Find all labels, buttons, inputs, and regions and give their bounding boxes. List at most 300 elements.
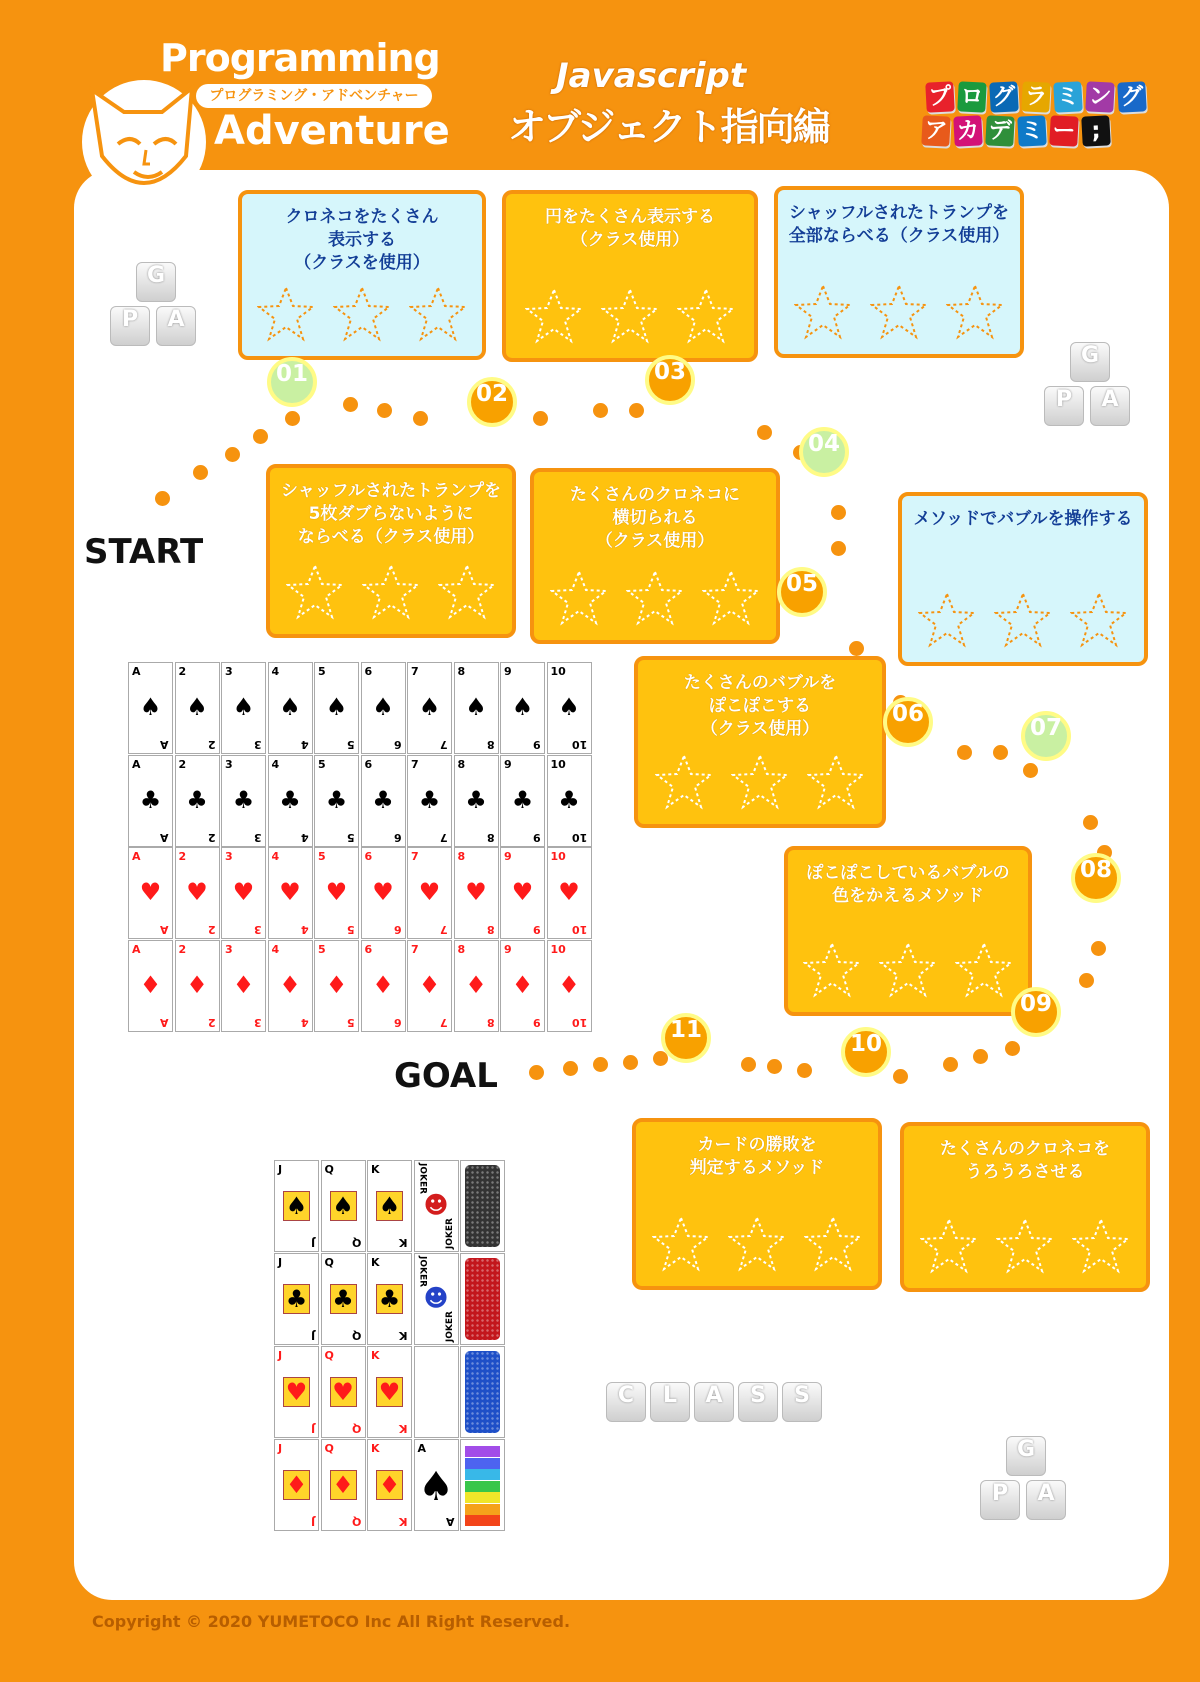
star-icon[interactable]	[870, 284, 928, 340]
card-rank: A	[132, 942, 141, 956]
step-node-01[interactable]: 01	[267, 357, 317, 407]
card-suit: ♠	[372, 693, 394, 721]
card-suit: ♠	[376, 1191, 403, 1221]
step-node-11[interactable]: 11	[661, 1013, 711, 1063]
card-rank: Q	[324, 1163, 334, 1176]
card-rank: J	[310, 1236, 315, 1249]
card-back	[460, 1346, 505, 1438]
playing-card	[268, 662, 313, 754]
card-rank: 3	[225, 850, 233, 863]
path-dot	[757, 425, 772, 440]
card-rank: 3	[254, 830, 262, 844]
card-suit: ♣	[372, 785, 394, 814]
star-icon[interactable]	[702, 570, 760, 626]
playing-card	[500, 755, 545, 847]
star-icon[interactable]	[1070, 592, 1128, 648]
card-rank: 2	[178, 942, 187, 956]
card-suit: ♦	[139, 970, 162, 999]
card-suit: ♠	[279, 693, 301, 721]
path-dot	[377, 403, 392, 418]
key-cap: P	[980, 1480, 1020, 1520]
playing-card	[361, 847, 406, 939]
card-suit: ♠	[558, 693, 580, 721]
playing-card	[454, 755, 499, 847]
card-rank: 9	[504, 942, 512, 956]
playing-card	[314, 755, 359, 847]
brand-subtitle: プログラミング・アドベンチャー	[196, 84, 432, 108]
step-node-08[interactable]: 08	[1071, 853, 1121, 903]
card-rank: 5	[347, 830, 355, 844]
card-suit: ♦	[325, 970, 348, 999]
star-rating[interactable]	[638, 754, 882, 814]
card-rank: 7	[440, 738, 448, 751]
star-rating[interactable]	[904, 1218, 1146, 1278]
card-suit: ♦	[186, 970, 208, 999]
card-rank: 2	[207, 1015, 216, 1029]
card-suit: ♦	[511, 970, 534, 999]
jester-icon: ☻	[423, 1284, 449, 1312]
card-rank: 9	[533, 830, 541, 844]
card-rank: Q	[324, 1256, 334, 1269]
court-card	[321, 1160, 366, 1252]
key-cap: S	[782, 1382, 822, 1422]
playing-card	[314, 940, 359, 1032]
playing-card	[314, 847, 359, 939]
card-rank: 8	[486, 830, 495, 844]
card-rank: 5	[347, 1015, 355, 1029]
card-suit: ♦	[330, 1470, 357, 1500]
key-cap: P	[110, 306, 150, 346]
card-suit: ♣	[558, 785, 580, 814]
star-rating[interactable]	[636, 1216, 878, 1276]
star-icon[interactable]	[677, 288, 735, 344]
joker-label: JOKER	[444, 1310, 455, 1342]
academy-tile: グ	[989, 81, 1019, 112]
card-rank: J	[310, 1422, 315, 1435]
card-rank: 7	[411, 665, 419, 678]
card-rank: K	[399, 1236, 408, 1249]
key-cap: A	[1026, 1480, 1066, 1520]
step-bubble-09[interactable]	[900, 1122, 1150, 1292]
card-back	[460, 1160, 505, 1252]
card-suit: ♥	[330, 1377, 357, 1407]
path-dot	[225, 447, 240, 462]
card-rank: A	[132, 757, 141, 771]
star-rating[interactable]	[902, 592, 1144, 652]
card-rank: 5	[347, 923, 355, 936]
card-rank: 7	[411, 942, 419, 956]
card-rank: J	[310, 1329, 315, 1342]
playing-card	[221, 847, 266, 939]
joker-card	[414, 1253, 459, 1345]
star-icon[interactable]	[794, 284, 852, 340]
path-dot	[623, 1055, 638, 1070]
star-rating[interactable]	[270, 564, 512, 624]
star-icon[interactable]	[362, 564, 420, 620]
card-rank: 5	[318, 850, 326, 863]
card-suit: ♠	[418, 1464, 454, 1510]
card-suit: ♣	[283, 1284, 310, 1314]
star-icon[interactable]	[333, 286, 391, 342]
card-rank: K	[371, 1349, 380, 1362]
star-rating[interactable]	[788, 942, 1028, 1002]
star-icon[interactable]	[879, 942, 937, 998]
step-bubble-03[interactable]	[502, 190, 758, 362]
step-bubble-04[interactable]	[774, 186, 1024, 358]
card-suit: ♣	[139, 785, 162, 814]
star-icon[interactable]	[804, 1216, 862, 1272]
card-rank: 9	[533, 1015, 541, 1029]
playing-card	[221, 940, 266, 1032]
path-dot	[893, 1069, 908, 1084]
court-card	[274, 1346, 319, 1438]
step-bubble-10[interactable]	[632, 1118, 882, 1290]
path-dot	[155, 491, 170, 506]
card-back-pattern	[465, 1165, 500, 1247]
card-suit: ♠	[139, 693, 162, 721]
card-rank: 3	[225, 757, 233, 771]
court-card	[274, 1253, 319, 1345]
path-dot	[957, 745, 972, 760]
card-rank: A	[160, 923, 169, 936]
playing-card	[407, 662, 452, 754]
card-rank: K	[371, 1256, 380, 1269]
card-rank: 10	[572, 738, 588, 751]
card-suit: ♠	[325, 693, 348, 721]
star-icon[interactable]	[731, 754, 789, 810]
path-dot	[533, 411, 548, 426]
card-rank: 9	[533, 923, 541, 936]
card-rank: 4	[271, 850, 280, 863]
playing-card	[175, 940, 220, 1032]
path-dot	[849, 641, 864, 656]
playing-card	[268, 755, 313, 847]
step-node-03[interactable]: 03	[645, 355, 695, 405]
card-suit: ♦	[279, 970, 301, 999]
star-icon[interactable]	[525, 288, 583, 344]
blank-card	[414, 1346, 459, 1438]
card-suit: ♥	[139, 878, 162, 906]
card-back-pattern	[465, 1351, 500, 1433]
card-rank: 4	[271, 665, 280, 678]
card-rank: Q	[352, 1515, 362, 1528]
card-suit: ♦	[418, 970, 441, 999]
star-icon[interactable]	[550, 570, 608, 626]
card-rank: J	[278, 1349, 283, 1362]
star-icon[interactable]	[996, 1218, 1054, 1274]
card-rank: 8	[457, 665, 466, 678]
star-icon[interactable]	[1072, 1218, 1130, 1274]
step-node-05[interactable]: 05	[777, 567, 827, 617]
path-dot	[593, 403, 608, 418]
step-node-07[interactable]: 07	[1021, 711, 1071, 761]
star-icon[interactable]	[601, 288, 659, 344]
playing-card	[221, 755, 266, 847]
card-rank: J	[310, 1515, 315, 1528]
card-rank: 3	[225, 942, 233, 956]
ace-spade-card	[414, 1439, 459, 1531]
gpa-keys-1	[110, 262, 202, 352]
card-rank: J	[278, 1163, 283, 1176]
star-icon[interactable]	[409, 286, 467, 342]
key-cap: G	[1006, 1436, 1046, 1476]
path-dot	[973, 1049, 988, 1064]
path-dot	[343, 397, 358, 412]
color-strip-card	[460, 1439, 505, 1531]
rainbow-stripe	[465, 1492, 500, 1503]
card-rank: K	[371, 1163, 380, 1176]
key-cap: L	[650, 1382, 690, 1422]
academy-tile: カ	[953, 115, 983, 146]
playing-card	[454, 847, 499, 939]
path-dot	[253, 429, 268, 444]
court-card	[274, 1160, 319, 1252]
card-rank: 6	[393, 1015, 402, 1029]
card-rank: 5	[347, 738, 355, 751]
path-dot	[767, 1059, 782, 1074]
star-icon[interactable]	[918, 592, 976, 648]
academy-tile: ア	[921, 115, 951, 146]
card-rank: 5	[318, 942, 326, 956]
star-rating[interactable]	[506, 288, 754, 348]
step-description: ぽこぽこしているバブルの 色をかえるメソッド	[806, 863, 1010, 906]
step-description: カードの勝敗を 判定するメソッド	[689, 1135, 825, 1178]
playing-card	[268, 847, 313, 939]
gpa-keys-2	[1044, 342, 1136, 432]
key-cap: P	[1044, 386, 1084, 426]
court-card	[367, 1160, 412, 1252]
card-rank: 3	[254, 738, 262, 751]
step-description: たくさんのバブルを ぽこぽこする （クラス使用）	[683, 673, 837, 739]
card-suit: ♥	[372, 878, 394, 906]
card-rank: 4	[271, 757, 280, 771]
card-rank: 6	[393, 923, 402, 936]
step-bubble-08[interactable]	[784, 846, 1032, 1016]
card-suit: ♦	[558, 970, 580, 999]
card-rank: 6	[364, 850, 373, 863]
card-rank: A	[160, 1015, 169, 1029]
card-rank: 7	[411, 850, 419, 863]
step-node-02[interactable]: 02	[467, 377, 517, 427]
joker-card	[414, 1160, 459, 1252]
card-rank: 8	[486, 1015, 495, 1029]
card-rank: 7	[440, 830, 448, 844]
path-dot	[993, 745, 1008, 760]
card-rank: J	[278, 1442, 283, 1455]
card-rank: 7	[411, 757, 419, 771]
star-icon[interactable]	[655, 754, 713, 810]
card-rank: 9	[504, 850, 512, 863]
playing-card	[500, 662, 545, 754]
step-bubble-06[interactable]	[634, 656, 886, 828]
star-rating[interactable]	[242, 286, 482, 346]
star-icon[interactable]	[626, 570, 684, 626]
card-suit: ♥	[465, 878, 487, 906]
card-suit: ♣	[465, 785, 487, 814]
step-node-06[interactable]: 06	[883, 697, 933, 747]
step-description: シャッフルされたトランプを 5枚ダブらないように ならべる（クラス使用）	[281, 481, 501, 547]
star-icon[interactable]	[652, 1216, 710, 1272]
playing-card	[175, 847, 220, 939]
step-bubble-05[interactable]	[530, 468, 780, 644]
card-rank: 9	[504, 757, 512, 771]
card-rank: Q	[352, 1329, 362, 1342]
face-cards-grid	[274, 1160, 506, 1532]
card-suit: ♠	[330, 1191, 357, 1221]
rainbow-stripe	[465, 1481, 500, 1492]
card-rank: K	[399, 1515, 408, 1528]
playing-card	[407, 940, 452, 1032]
card-rank: 10	[550, 757, 566, 771]
card-suit: ♣	[325, 785, 348, 814]
path-dot	[1091, 941, 1106, 956]
path-dot	[741, 1057, 756, 1072]
card-back-pattern	[465, 1258, 500, 1340]
key-cap: A	[156, 306, 196, 346]
court-card	[367, 1439, 412, 1531]
card-suit: ♠	[465, 693, 487, 721]
card-rank: A	[160, 738, 169, 751]
star-icon[interactable]	[920, 1218, 978, 1274]
playing-card	[547, 755, 592, 847]
step-bubble-07[interactable]	[898, 492, 1148, 666]
goal-label: GOAL	[394, 1056, 498, 1096]
card-rank: 10	[550, 665, 566, 678]
card-rank: 5	[318, 757, 326, 771]
academy-tile: ロ	[957, 81, 987, 112]
card-suit: ♥	[511, 878, 534, 906]
star-icon[interactable]	[807, 754, 865, 810]
star-icon[interactable]	[257, 286, 315, 342]
card-suit: ♣	[511, 785, 534, 814]
playing-card	[221, 662, 266, 754]
brand-title-bottom: Adventure	[214, 108, 450, 154]
playing-card	[175, 755, 220, 847]
playing-card	[175, 662, 220, 754]
card-suit: ♥	[279, 878, 301, 906]
card-suit: ♣	[330, 1284, 357, 1314]
rainbow-stripe	[465, 1458, 500, 1469]
step-description: メソッドでバブルを操作する	[913, 509, 1133, 529]
card-rank: 7	[440, 1015, 448, 1029]
rainbow-stripe	[465, 1469, 500, 1480]
step-node-09[interactable]: 09	[1011, 987, 1061, 1037]
star-rating[interactable]	[534, 570, 776, 630]
card-rank: 3	[254, 923, 262, 936]
card-rank: 7	[440, 923, 448, 936]
card-rank: 4	[271, 942, 280, 956]
gpa-keys-3	[980, 1436, 1072, 1526]
card-rank: 9	[504, 665, 512, 678]
card-suit: ♦	[372, 970, 394, 999]
step-description: 円をたくさん表示する （クラス使用）	[545, 207, 715, 250]
card-suit: ♣	[186, 785, 208, 814]
step-node-10[interactable]: 10	[841, 1027, 891, 1077]
path-dot	[593, 1057, 608, 1072]
course-name: オブジェクト指向編	[508, 105, 829, 149]
playing-card	[128, 940, 173, 1032]
card-rank: 2	[178, 850, 187, 863]
step-bubble-02[interactable]	[266, 464, 516, 638]
path-dot	[413, 411, 428, 426]
jester-icon: ☻	[423, 1191, 449, 1219]
card-rank: Q	[324, 1349, 334, 1362]
playing-cards-grid	[128, 662, 594, 1032]
academy-tile: ミ	[1053, 81, 1083, 112]
card-rank: 8	[457, 757, 466, 771]
step-description: たくさんのクロネコに 横切られる （クラス使用）	[570, 485, 740, 551]
step-bubble-01[interactable]	[238, 190, 486, 360]
star-rating[interactable]	[778, 284, 1020, 344]
path-dot	[563, 1061, 578, 1076]
path-dot	[831, 541, 846, 556]
star-icon[interactable]	[728, 1216, 786, 1272]
path-dot	[943, 1057, 958, 1072]
card-rank: 2	[178, 665, 187, 678]
star-icon[interactable]	[955, 942, 1013, 998]
brand-title-top: Programming	[160, 36, 440, 80]
playing-card	[128, 847, 173, 939]
playing-card	[268, 940, 313, 1032]
rainbow-stripe	[465, 1515, 500, 1526]
card-suit: ♣	[232, 785, 255, 814]
card-suit: ♠	[186, 693, 208, 721]
rainbow-stripe	[465, 1446, 500, 1457]
card-suit: ♥	[186, 878, 208, 906]
card-rank: 8	[457, 942, 466, 956]
card-suit: ♥	[558, 878, 580, 906]
step-node-04[interactable]: 04	[799, 427, 849, 477]
card-rank: 10	[550, 942, 566, 956]
star-icon[interactable]	[946, 284, 1004, 340]
card-suit: ♠	[283, 1191, 310, 1221]
key-cap: A	[694, 1382, 734, 1422]
card-suit: ♥	[376, 1377, 403, 1407]
card-rank: 8	[457, 850, 466, 863]
key-cap: A	[1090, 386, 1130, 426]
path-dot	[831, 505, 846, 520]
card-rank: 4	[300, 738, 309, 751]
card-suit: ♠	[418, 693, 441, 721]
card-rank: K	[399, 1422, 408, 1435]
joker-label: JOKER	[444, 1217, 455, 1249]
card-rank: 5	[318, 665, 326, 678]
card-rank: 10	[572, 830, 588, 844]
playing-card	[128, 662, 173, 754]
card-suit: ♥	[325, 878, 348, 906]
playing-card	[361, 662, 406, 754]
playing-card	[454, 662, 499, 754]
academy-tile: デ	[985, 115, 1015, 146]
star-icon[interactable]	[803, 942, 861, 998]
star-icon[interactable]	[994, 592, 1052, 648]
card-rank: A	[132, 850, 141, 863]
key-cap: G	[1070, 342, 1110, 382]
path-dot	[1083, 815, 1098, 830]
path-dot	[1079, 973, 1094, 988]
star-icon[interactable]	[438, 564, 496, 620]
academy-tile: ;	[1081, 115, 1111, 146]
joker-label: JOKER	[417, 1163, 428, 1195]
start-label: START	[84, 532, 204, 572]
academy-tile: ラ	[1021, 81, 1051, 112]
star-icon[interactable]	[286, 564, 344, 620]
card-rank: Q	[352, 1422, 362, 1435]
court-card	[321, 1346, 366, 1438]
cat-mascot-logo	[74, 60, 214, 214]
step-description: たくさんのクロネコを うろうろさせる	[940, 1139, 1110, 1182]
card-rank: 2	[207, 738, 216, 751]
